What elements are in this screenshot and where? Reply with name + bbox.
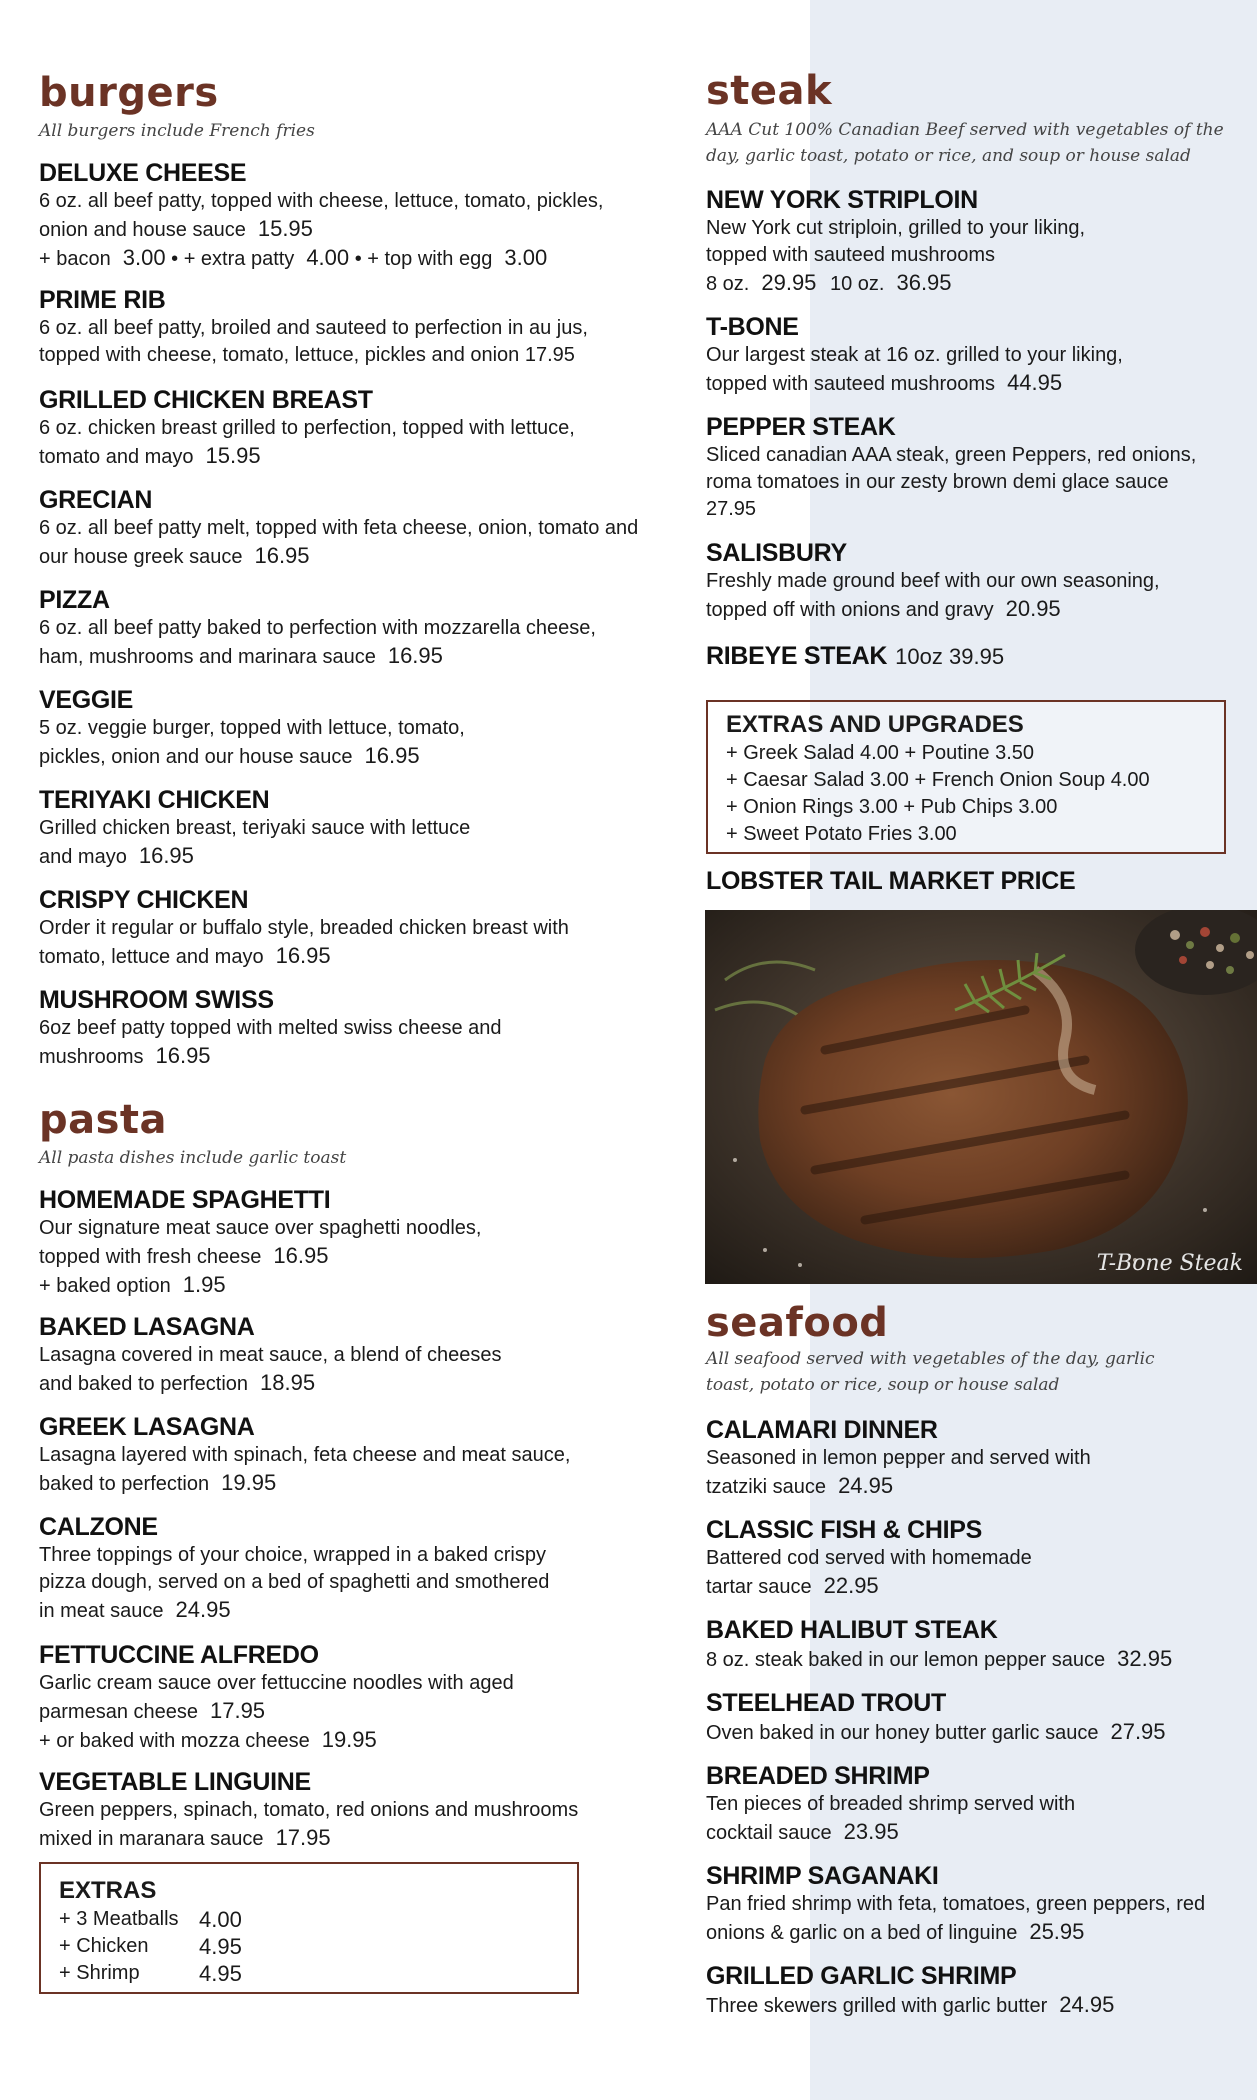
item-price: 24.95 [175,1597,231,1622]
menu-item-classic-fish-chips [706,1515,1226,1601]
steak-image [705,910,1257,1284]
menu-item-t-bone [706,312,1226,398]
menu-item-greek-lasagna [39,1412,639,1498]
item-price: 10oz 39.95 [895,644,1005,669]
upgrades-title: EXTRAS AND UPGRADES [726,711,1024,738]
item-price: 16.95 [254,543,310,568]
item-name: PEPPER STEAK [706,413,896,441]
item-name: LOBSTER TAIL MARKET PRICE [706,867,1076,895]
item-price: 16.95 [273,1243,329,1268]
item-desc: Our signature meat sauce over spaghetti noodles, topped with fresh cheese [39,1217,482,1268]
item-desc: 8 oz. steak baked in our lemon pepper sauce [706,1649,1106,1671]
item-price: 25.95 [1029,1919,1085,1944]
item-price: 19.95 [221,1470,277,1495]
item-name: DELUXE CHEESE [39,159,247,187]
extras-title: EXTRAS [59,1877,157,1904]
item-price: 15.95 [205,443,261,468]
item-name: CRISPY CHICKEN [39,886,249,914]
item-desc: Seasoned in lemon pepper and served with tzatziki sauce [706,1447,1091,1498]
menu-item-prime-rib [39,285,639,369]
item-desc: Order it regular or buffalo style, breaded chicken breast with tomato, lettuce and mayo [39,917,569,968]
menu-item-grecian [39,485,639,571]
item-name: PIZZA [39,586,110,614]
extras-upgrades-box [706,700,1226,854]
upgrades-line: + Caesar Salad 3.00 + French Onion Soup 4.00 [726,769,1150,791]
item-price: 16.95 [275,943,331,968]
item-price: 17.95 [524,344,575,366]
item-desc: Three toppings of your choice, wrapped in a baked crispy pizza dough, served on a bed of spaghetti and smothered in meat sauce [39,1544,550,1622]
item-name: GREEK LASAGNA [39,1413,255,1441]
item-desc: New York cut striploin, grilled to your liking, topped with sauteed mushrooms [706,217,1086,266]
extras-row: + Chicken 4.95 [59,1934,242,1959]
menu-item-calamari-dinner [706,1415,1226,1501]
upgrades-line: + Onion Rings 3.00 + Pub Chips 3.00 [726,796,1058,818]
pasta-subtitle: All pasta dishes include garlic toast [39,1148,347,1168]
menu-item-veggie [39,685,639,771]
item-desc: Pan fried shrimp with feta, tomatoes, green peppers, red onions & garlic on a bed of linguine [706,1893,1206,1944]
item-name: SALISBURY [706,539,847,567]
item-name: MUSHROOM SWISS [39,986,274,1014]
menu-item-grilled-chicken-breast [39,385,639,471]
item-desc: 6 oz. chicken breast grilled to perfection, topped with lettuce, tomato and mayo [39,417,575,468]
burgers-subtitle: All burgers include French fries [39,121,315,141]
extra-line: + or baked with mozza cheese 19.95 [39,1727,377,1752]
item-name: BREADED SHRIMP [706,1762,930,1790]
item-desc: Lasagna covered in meat sauce, a blend of cheeses and baked to perfection [39,1344,502,1395]
item-name: TERIYAKI CHICKEN [39,786,270,814]
photo-caption: T-Bone Steak [1096,1251,1243,1276]
menu-item-pepper-steak [706,412,1226,523]
menu-item-grilled-garlic-shrimp [706,1961,1226,2020]
item-price: 22.95 [823,1573,879,1598]
item-desc: 6 oz. all beef patty baked to perfection with mozzarella cheese, ham, mushrooms and marinara sauce [39,617,596,668]
upgrades-line: + Greek Salad 4.00 + Poutine 3.50 [726,742,1034,764]
item-desc: Freshly made ground beef with our own seasoning, topped off with onions and gravy [706,570,1160,621]
item-name: VEGETABLE LINGUINE [39,1768,311,1796]
item-name: PRIME RIB [39,286,166,314]
item-desc: 6 oz. all beef patty, broiled and sauteed to perfection in au jus, topped with cheese, tomato, lettuce, pickles and onion [39,317,588,366]
menu-item-homemade-spaghetti [39,1185,639,1300]
item-desc: Battered cod served with homemade tartar sauce [706,1547,1032,1598]
item-desc: Three skewers grilled with garlic butter [706,1995,1048,2017]
item-name: BAKED HALIBUT STEAK [706,1616,998,1644]
item-price: 27.95 [706,498,757,520]
item-desc: Ten pieces of breaded shrimp served with cocktail sauce [706,1793,1076,1844]
item-price: 32.95 [1117,1646,1173,1671]
item-price: 24.95 [1059,1992,1115,2017]
item-desc: Sliced canadian AAA steak, green Peppers, red onions, roma tomatoes in our zesty brown demi glace sauce [706,444,1197,493]
menu-item-calzone [39,1512,639,1625]
item-desc: 6oz beef patty topped with melted swiss cheese and mushrooms [39,1017,502,1068]
item-price: 24.95 [838,1473,894,1498]
item-price: 27.95 [1110,1719,1166,1744]
item-desc: 6 oz. all beef patty, topped with cheese, lettuce, tomato, pickles, onion and house sauce [39,190,604,241]
extras-row: + Shrimp 4.95 [59,1961,242,1986]
seafood-title: seafood [706,1300,889,1346]
item-price: 15.95 [257,216,313,241]
item-name: CALZONE [39,1513,158,1541]
item-price: 44.95 [1007,370,1063,395]
item-desc: Our largest steak at 16 oz. grilled to your liking, topped with sauteed mushrooms [706,344,1123,395]
addons-line: + bacon 3.00 • + extra patty 4.00 • + top with egg 3.00 [39,245,548,270]
extra-line: + baked option 1.95 [39,1272,226,1297]
item-name: CALAMARI DINNER [706,1416,938,1444]
item-name: BAKED LASAGNA [39,1313,255,1341]
burgers-title: burgers [39,70,219,116]
menu-item-new-york-striploin [706,185,1226,298]
item-desc: Garlic cream sauce over fettuccine noodles with aged parmesan cheese [39,1672,514,1723]
item-name: SHRIMP SAGANAKI [706,1862,939,1890]
menu-item-teriyaki-chicken [39,785,639,871]
item-desc: Green peppers, spinach, tomato, red onions and mushrooms mixed in maranara sauce [39,1799,579,1850]
menu-item-breaded-shrimp [706,1761,1226,1847]
item-desc: Oven baked in our honey butter garlic sauce [706,1722,1099,1744]
menu-item-fettuccine-alfredo [39,1640,639,1755]
item-desc: Lasagna layered with spinach, feta cheese and meat sauce, baked to perfection [39,1444,571,1495]
item-name: STEELHEAD TROUT [706,1689,946,1717]
item-name: GRECIAN [39,486,153,514]
menu-item-baked-halibut-steak [706,1615,1226,1674]
extras-row: + 3 Meatballs 4.00 [59,1907,242,1932]
item-name: VEGGIE [39,686,134,714]
item-price: 17.95 [209,1698,266,1723]
lobster-tail-line [706,866,1226,896]
seafood-subtitle: All seafood served with vegetables of the day, garlic toast, potato or rice, soup or house salad [706,1349,1155,1395]
menu-item-deluxe-cheese [39,158,639,273]
item-name: HOMEMADE SPAGHETTI [39,1186,331,1214]
menu-item-baked-lasagna [39,1312,639,1398]
pasta-extras-box [39,1862,579,1994]
item-price: 16.95 [138,843,194,868]
menu-item-vegetable-linguine [39,1767,639,1853]
upgrades-line: + Sweet Potato Fries 3.00 [726,823,957,845]
steak-title: steak [706,68,833,114]
item-price: 17.95 [275,1825,331,1850]
menu-item-crispy-chicken [39,885,639,971]
item-name: NEW YORK STRIPLOIN [706,186,978,214]
menu-item-shrimp-saganaki [706,1861,1226,1947]
menu-item-mushroom-swiss [39,985,639,1071]
item-name: GRILLED GARLIC SHRIMP [706,1962,1017,1990]
item-name: RIBEYE STEAK [706,642,888,670]
size-prices: 8 oz. 29.95 10 oz. 36.95 [706,270,952,295]
menu-item-ribeye-steak [706,641,1226,671]
item-desc: 5 oz. veggie burger, topped with lettuce, tomato, pickles, onion and our house sauce [39,717,465,768]
item-price: 16.95 [387,643,443,668]
menu-item-pizza [39,585,639,671]
item-name: GRILLED CHICKEN BREAST [39,386,373,414]
menu-item-salisbury [706,538,1226,624]
item-name: T-BONE [706,313,799,341]
item-price: 20.95 [1005,596,1061,621]
menu-item-steelhead-trout [706,1688,1226,1747]
item-price: 16.95 [364,743,420,768]
item-desc: 6 oz. all beef patty melt, topped with feta cheese, onion, tomato and our house greek sauce [39,517,639,568]
item-price: 18.95 [260,1370,316,1395]
item-name: CLASSIC FISH & CHIPS [706,1516,982,1544]
item-price: 16.95 [155,1043,211,1068]
steak-subtitle: AAA Cut 100% Canadian Beef served with vegetables of the day, garlic toast, potato or rice, and soup or house salad [706,120,1224,166]
item-desc: Grilled chicken breast, teriyaki sauce with lettuce and mayo [39,817,471,868]
pasta-title: pasta [39,1097,168,1143]
t-bone-steak-photo [705,910,1257,1284]
item-name: FETTUCCINE ALFREDO [39,1641,319,1669]
item-price: 23.95 [843,1819,899,1844]
